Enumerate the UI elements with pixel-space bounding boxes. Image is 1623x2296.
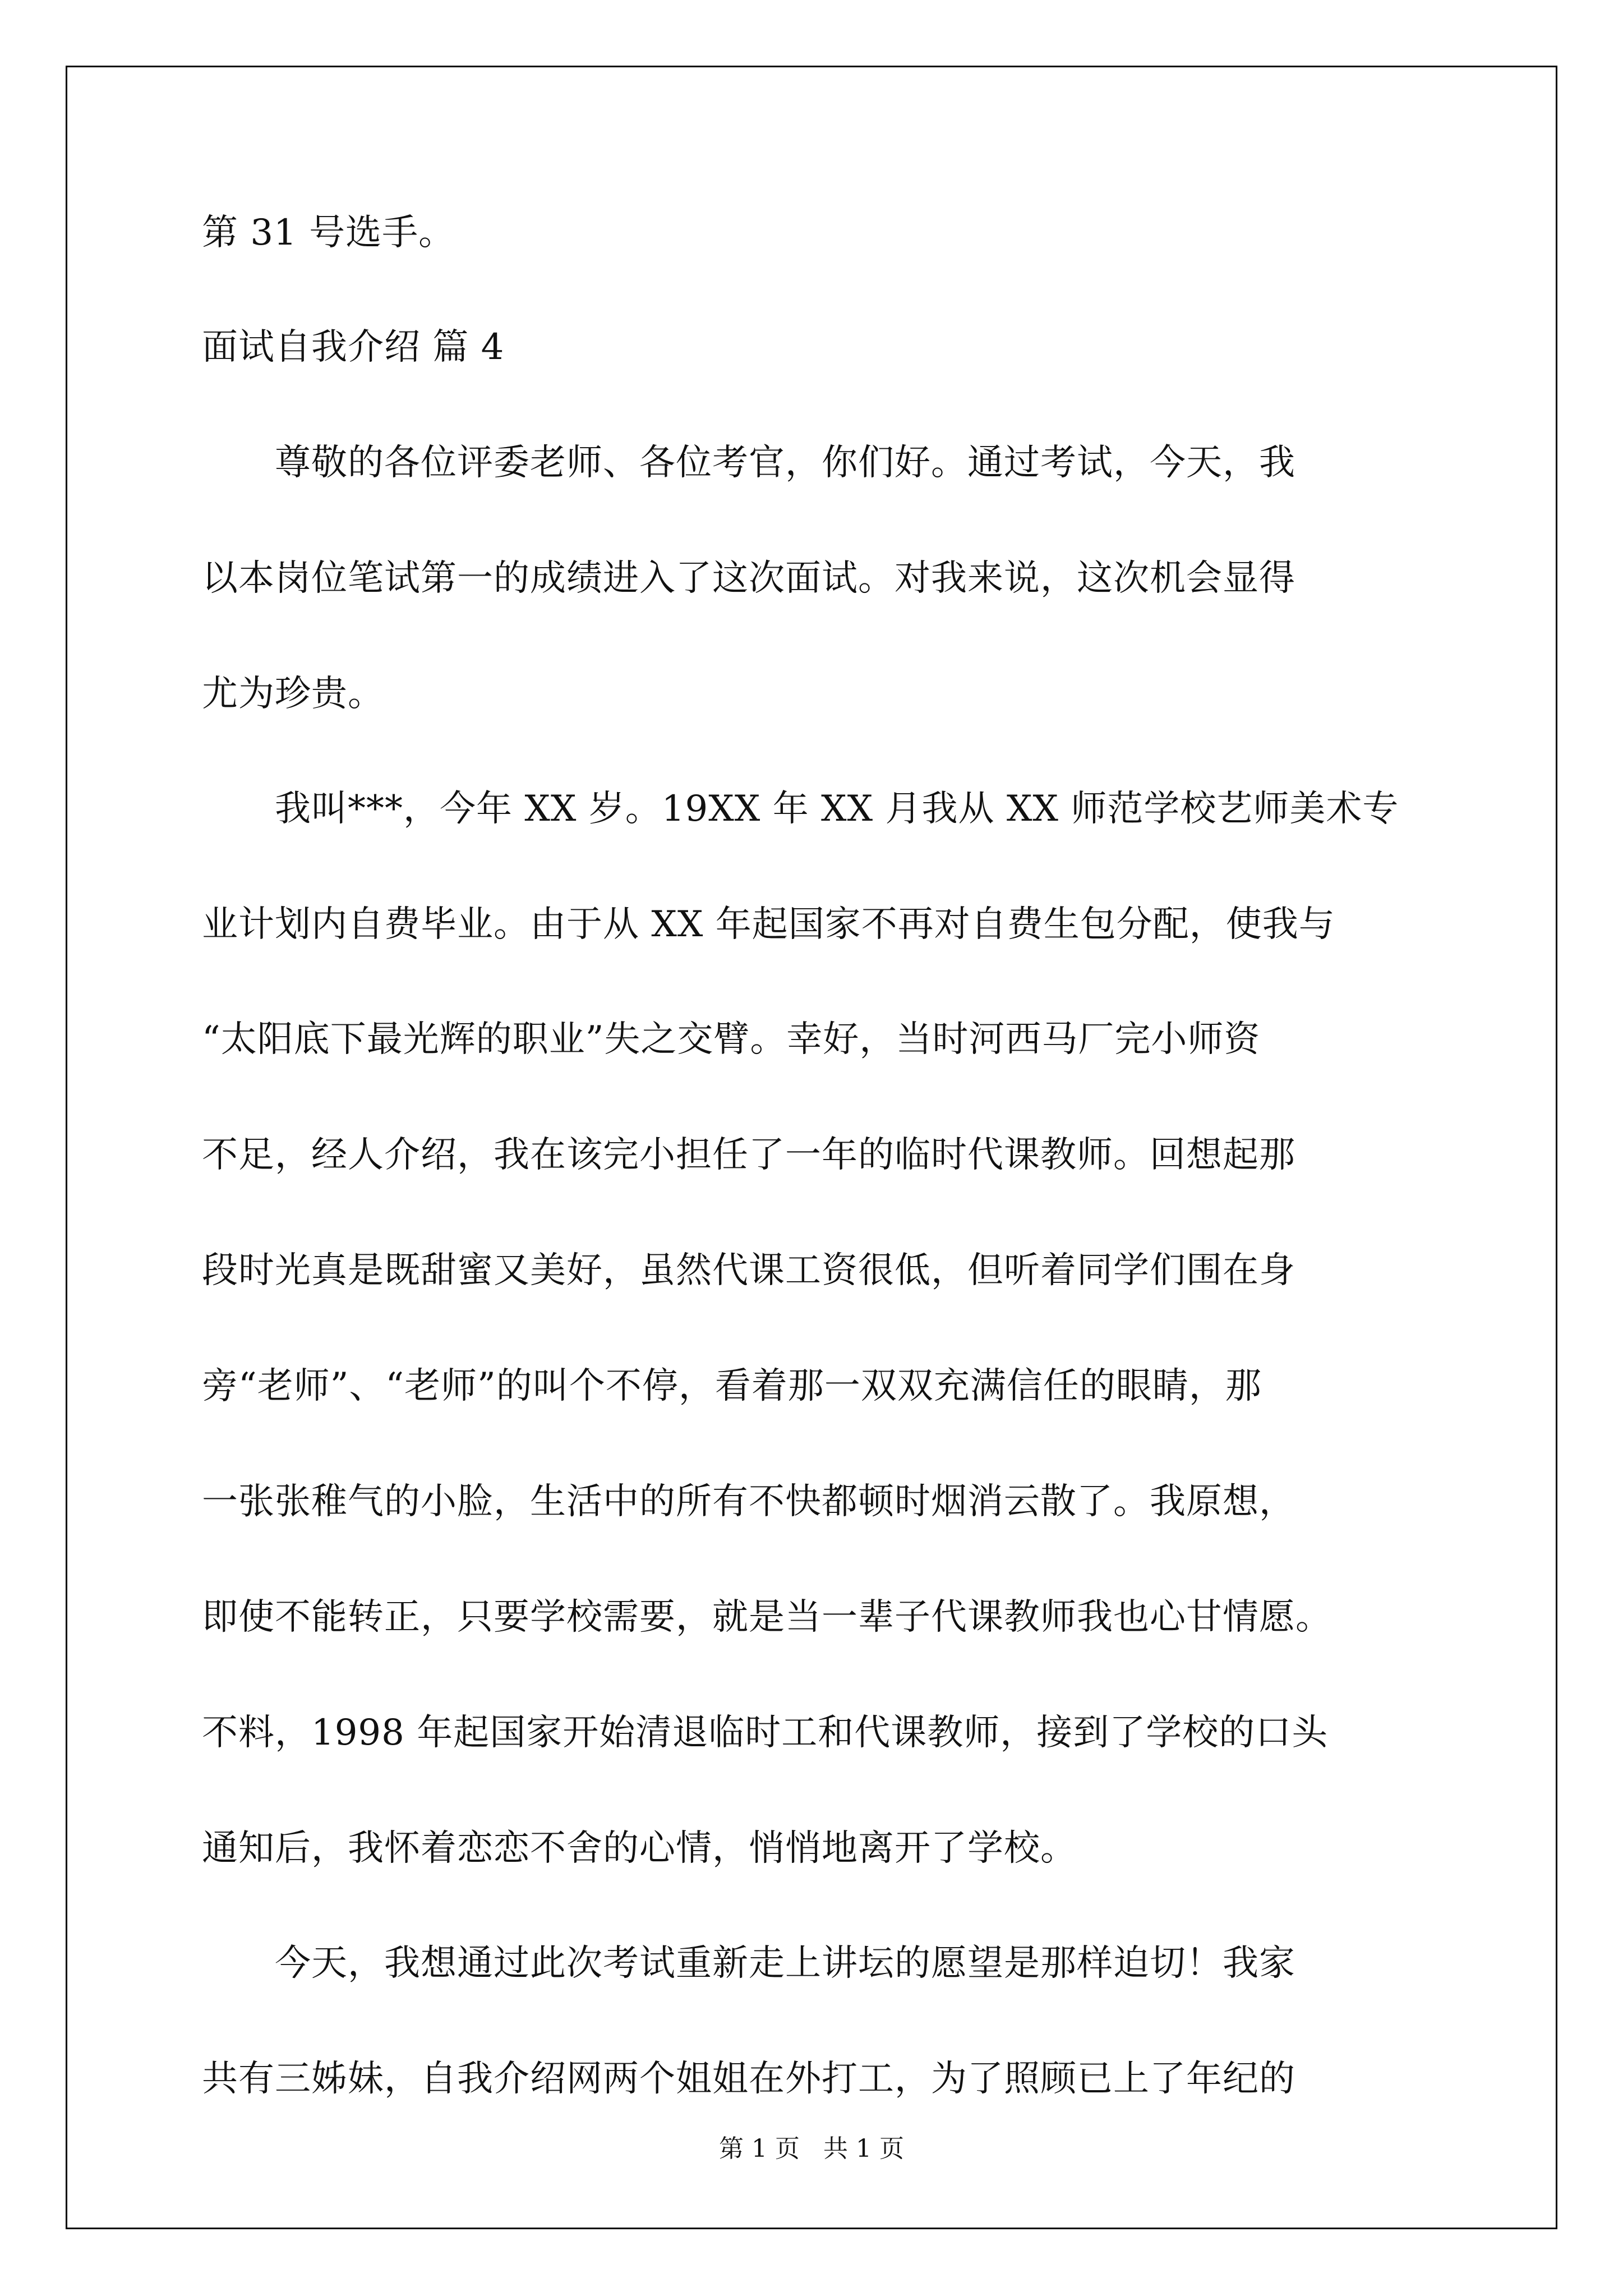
text-line: 尤为珍贵。 — [202, 673, 384, 715]
text-line: 不料，1998 年起国家开始清退临时工和代课教师，接到了学校的口头 — [202, 1712, 1329, 1754]
text-line: “太阳底下最光辉的职业”失之交臂。幸好，当时河西马厂完小师资 — [202, 1019, 1261, 1060]
text-line: 不足，经人介绍，我在该完小担任了一年的临时代课教师。回想起那 — [202, 1134, 1295, 1176]
text-line: 一张张稚气的小脸，生活中的所有不快都顿时烟消云散了。我原想， — [202, 1481, 1295, 1522]
document-body — [202, 212, 1458, 2100]
text-line: 我叫***，今年 XX 岁。19XX 年 XX 月我从 XX 师范学校艺师美术专 — [202, 788, 1399, 830]
text-line: 业计划内自费毕业。由于从 XX 年起国家不再对自费生包分配，使我与 — [202, 904, 1335, 945]
text-line: 通知后，我怀着恋恋不舍的心情，悄悄地离开了学校。 — [202, 1828, 1077, 1869]
text-line: 即使不能转正，只要学校需要，就是当一辈子代课教师我也心甘情愿。 — [202, 1596, 1332, 1638]
text-line: 尊敬的各位评委老师、各位考官，你们好。通过考试，今天，我 — [202, 442, 1295, 484]
text-line: 第 31 号选手。 — [202, 212, 455, 254]
text-line: 共有三姊妹，自我介绍网两个姐姐在外打工，为了照顾已上了年纪的 — [202, 2058, 1295, 2100]
page-footer: 第 1 页 共 1 页 — [719, 2134, 904, 2163]
section-heading: 面试自我介绍 篇 4 — [202, 326, 505, 368]
text-line: 以本岗位笔试第一的成绩进入了这次面试。对我来说，这次机会显得 — [202, 558, 1295, 599]
text-line: 旁“老师”、“老师”的叫个不停，看着那一双双充满信任的眼睛，那 — [202, 1365, 1262, 1407]
text-line: 段时光真是既甜蜜又美好，虽然代课工资很低，但听着同学们围在身 — [202, 1250, 1295, 1291]
text-line: 今天，我想通过此次考试重新走上讲坛的愿望是那样迫切！我家 — [202, 1943, 1295, 1984]
